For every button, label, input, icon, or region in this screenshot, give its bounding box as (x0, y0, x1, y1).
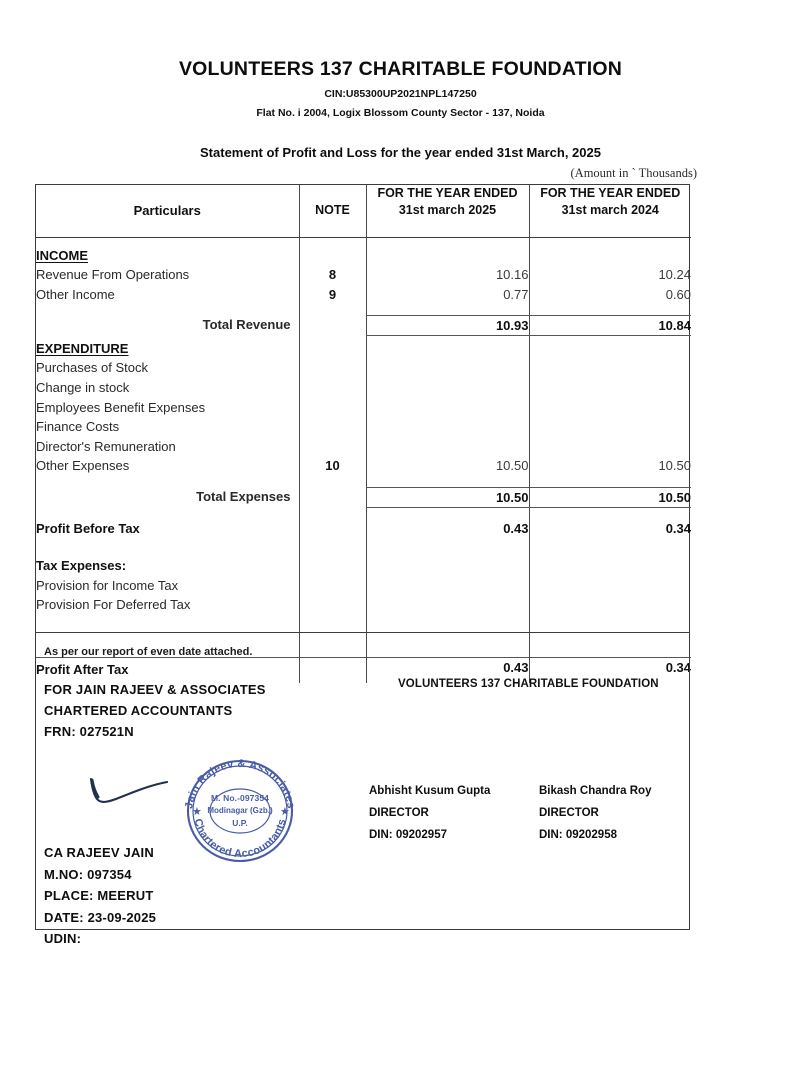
row-value-2025 (366, 398, 529, 418)
row-label: Revenue From Operations (36, 267, 190, 283)
director-2-title: DIRECTOR (539, 807, 599, 819)
organization-address: Flat No. i 2004, Logix Blossom County Sector - 137, Noida (256, 107, 545, 119)
statement-title: Statement of Profit and Loss for the year ended 31st March, 2025 (200, 145, 601, 160)
row-note: 9 (299, 285, 366, 305)
row-value-2025 (366, 358, 529, 378)
company-name-signature: VOLUNTEERS 137 CHARITABLE FOUNDATION (398, 678, 659, 690)
expenditure-heading-y2025-cell (366, 336, 529, 359)
expenditure-heading-row (36, 336, 691, 359)
table-row (36, 358, 691, 378)
director-1-din: DIN: 09202957 (369, 829, 447, 841)
row-value-2024 (529, 398, 691, 418)
column-header-year-2024 (529, 185, 691, 237)
audit-firm-name: FOR JAIN RAJEEV & ASSOCIATES (44, 682, 266, 697)
row-value-2024 (529, 417, 691, 437)
column-header-year-2025-line1: FOR THE YEAR ENDED (377, 186, 518, 200)
column-header-particulars: Particulars (36, 185, 299, 237)
row-note (299, 576, 366, 596)
expenditure-heading-note-cell (299, 336, 366, 359)
svg-text:★: ★ (192, 806, 202, 818)
table-row (36, 398, 691, 418)
tax-heading-note-cell (299, 556, 366, 576)
ca-name: CA RAJEEV JAIN (44, 845, 154, 860)
row-value-2024 (529, 378, 691, 398)
row-value-2025: 0.77 (366, 285, 529, 305)
column-header-year-2025 (366, 185, 529, 237)
spacer-cell (529, 508, 691, 519)
spacer-cell (529, 538, 691, 556)
table-row (36, 595, 691, 615)
income-heading-row (36, 237, 691, 265)
spacer-cell (366, 508, 529, 519)
table-header-row (36, 185, 691, 237)
spacer-row (36, 304, 691, 315)
spacer-cell (299, 476, 366, 487)
spacer-cell (529, 304, 691, 315)
row-note: 10 (299, 456, 366, 476)
auditor-stamp (174, 751, 306, 869)
tax-heading-row (36, 556, 691, 576)
row-value-2024 (529, 576, 691, 596)
total-revenue-label: Total Revenue (202, 317, 291, 333)
expenditure-heading-y2024-cell (529, 336, 691, 359)
profit-after-tax-2024: 0.34 (529, 657, 691, 683)
row-value-2025 (366, 437, 529, 457)
director-2-block (539, 780, 651, 846)
total-revenue-2024: 10.84 (529, 315, 691, 336)
director-1-title: DIRECTOR (369, 807, 429, 819)
total-expenses-note (299, 487, 366, 508)
spacer-cell (366, 476, 529, 487)
row-label: Provision for Income Tax (36, 577, 179, 593)
row-label: Director's Remuneration (36, 438, 176, 454)
row-value-2024: 0.60 (529, 285, 691, 305)
profit-before-tax-row (36, 519, 691, 539)
spacer-cell (299, 538, 366, 556)
row-value-2025 (366, 595, 529, 615)
total-expenses-row (36, 487, 691, 508)
profit-before-tax-2025: 0.43 (366, 519, 529, 539)
ca-udin: UDIN: (44, 931, 82, 946)
stamp-city: Modinagar (Gzb.) (207, 806, 273, 815)
row-note: 8 (299, 265, 366, 285)
income-heading-y2025-cell (366, 237, 529, 265)
ca-place: PLACE: MEERUT (44, 888, 154, 903)
spacer-row (36, 508, 691, 519)
total-expenses-2025: 10.50 (366, 487, 529, 508)
table-row (36, 456, 691, 476)
profit-loss-table (36, 185, 691, 683)
tax-heading-y2024-cell (529, 556, 691, 576)
row-note (299, 595, 366, 615)
spacer-cell (299, 304, 366, 315)
director-2-din: DIN: 09202958 (539, 829, 617, 841)
profit-before-tax-label: Profit Before Tax (36, 520, 140, 536)
row-label: Other Income (36, 286, 115, 302)
row-value-2025: 10.16 (366, 265, 529, 285)
row-value-2025 (366, 378, 529, 398)
tax-heading-y2025-cell (366, 556, 529, 576)
auditor-signature-icon (81, 773, 173, 815)
row-note (299, 417, 366, 437)
row-value-2025: 10.50 (366, 456, 529, 476)
row-note (299, 437, 366, 457)
spacer-cell (366, 538, 529, 556)
row-value-2024: 10.24 (529, 265, 691, 285)
tax-expenses-heading: Tax Expenses: (36, 558, 127, 574)
row-label: Provision For Deferred Tax (36, 597, 191, 613)
signature-panel (35, 632, 690, 946)
column-header-year-2025-line2: 31st march 2025 (398, 202, 497, 217)
profit-after-tax-2025: 0.43 (366, 657, 529, 683)
profit-loss-table-container (35, 184, 690, 683)
spacer-row (36, 476, 691, 487)
row-value-2025 (366, 576, 529, 596)
total-expenses-2024: 10.50 (529, 487, 691, 508)
spacer-cell (529, 476, 691, 487)
spacer-cell (36, 304, 299, 315)
svg-text:Jain Rajeev & Associates: Jain Rajeev & Associates (183, 757, 297, 810)
director-1-name: Abhisht Kusum Gupta (369, 785, 491, 797)
table-row (36, 437, 691, 457)
column-header-year-2024-line2: 31st march 2024 (561, 202, 659, 217)
table-row (36, 576, 691, 596)
cin-number: CIN:U85300UP2021NPL147250 (324, 88, 477, 100)
ca-details-block (44, 842, 156, 950)
row-note (299, 378, 366, 398)
row-label: Other Expenses (36, 458, 130, 474)
table-row (36, 265, 691, 285)
svg-text:★: ★ (280, 806, 290, 818)
total-revenue-note (299, 315, 366, 336)
total-revenue-2025: 10.93 (366, 315, 529, 336)
director-1-block (369, 780, 490, 846)
organization-name: VOLUNTEERS 137 CHARITABLE FOUNDATION (178, 58, 623, 80)
document-header (0, 0, 801, 160)
ca-date: DATE: 23-09-2025 (44, 909, 157, 925)
auditor-report-note: As per our report of even date attached. (44, 646, 253, 658)
row-note (299, 398, 366, 418)
table-row (36, 285, 691, 305)
stamp-membership-no: M. No.-097354 (211, 793, 269, 803)
spacer-cell (36, 476, 299, 487)
svg-text:Chartered Accountants: Chartered Accountants (191, 817, 289, 861)
row-value-2024 (529, 358, 691, 378)
row-label: Change in stock (36, 380, 130, 396)
row-note (299, 358, 366, 378)
table-row (36, 417, 691, 437)
expenditure-heading: EXPENDITURE (36, 340, 129, 356)
director-2-name: Bikash Chandra Roy (539, 785, 652, 797)
row-label: Finance Costs (36, 419, 120, 435)
column-header-note: NOTE (299, 185, 366, 237)
audit-firm-designation: CHARTERED ACCOUNTANTS (44, 703, 233, 718)
row-value-2025 (366, 417, 529, 437)
stamp-state: U.P. (232, 818, 248, 828)
total-expenses-label: Total Expenses (196, 489, 291, 505)
total-revenue-row (36, 315, 691, 336)
stamp-circle-icon (174, 751, 306, 869)
spacer-cell (366, 304, 529, 315)
audit-firm-frn: FRN: 027521N (44, 724, 134, 739)
row-label: Purchases of Stock (36, 360, 148, 376)
spacer-cell (299, 508, 366, 519)
row-label: Employees Benefit Expenses (36, 399, 206, 415)
spacer-cell (36, 538, 299, 556)
profit-after-tax-label: Profit After Tax (36, 657, 299, 683)
profit-before-tax-2024: 0.34 (529, 519, 691, 539)
table-row (36, 378, 691, 398)
profit-before-tax-note (299, 519, 366, 539)
row-value-2024: 10.50 (529, 456, 691, 476)
row-value-2024 (529, 437, 691, 457)
income-heading-note-cell (299, 237, 366, 265)
audit-firm-block (44, 679, 266, 742)
income-heading: INCOME (36, 247, 88, 263)
income-heading-y2024-cell (529, 237, 691, 265)
spacer-row (36, 538, 691, 556)
column-header-year-2024-line1: FOR THE YEAR ENDED (540, 186, 681, 200)
row-value-2024 (529, 595, 691, 615)
ca-membership-no: M.NO: 097354 (44, 866, 132, 882)
amount-units-note: (Amount in ` Thousands) (570, 166, 697, 180)
spacer-cell (36, 508, 299, 519)
